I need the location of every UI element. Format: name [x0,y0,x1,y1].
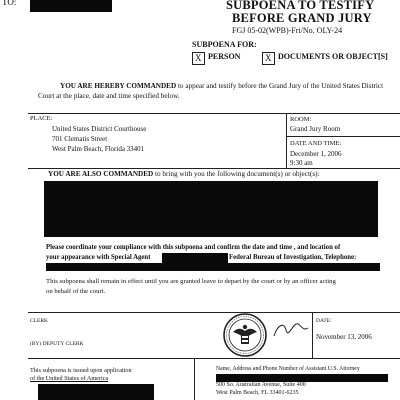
date-time-label: DATE AND TIME: [290,140,342,147]
clerk-divider [312,312,313,358]
footer-divider [194,358,195,400]
place-line3: West Palm Beach, Florida 33401 [52,145,145,153]
commanded-lead: YOU ARE HEREBY COMMANDED [60,82,177,90]
place-box-divider [286,113,287,168]
commanded-line1 [60,82,383,90]
subpoena-title-line1: SUBPOENA TO TESTIFY [226,0,375,12]
documents-checkbox-mark: X [265,53,272,63]
place-label: PLACE: [30,115,53,122]
attorney-address-line1: 500 So. Australian Avenue, Suite 400 [216,382,306,388]
redacted-agent-name [162,253,228,263]
redacted-recipient [30,0,112,12]
remain-line1: This subpoena shall remain in effect until you are granted leave to depart by the court or by an officer acting [46,278,336,285]
redacted-telephone [46,263,380,271]
clerk-signature [272,316,310,342]
issued-line1: This subpoena is issued upon application [30,367,132,374]
coordinate-line2-start: your appearance with Special Agent [46,254,151,261]
deputy-clerk-label: (BY) DEPUTY CLERK [30,341,84,347]
attorney-address-line2: West Palm Beach, FL 33401-6235 [216,390,299,396]
coordinate-line2-end: Federal Bureau of Investigation, Telephone: [229,254,357,261]
issued-line2: of the United States of America [30,375,109,382]
court-seal [222,312,268,358]
clerk-top-rule [28,312,400,313]
place-box-top-rule [28,113,400,114]
room-label: ROOM: [290,116,312,123]
case-number: FGJ 05-02(WPB)-Fri/No. OLY-24 [232,26,343,35]
redacted-issuer [38,384,154,400]
commanded-line1-rest: to appear and testify before the Grand Jury of the United States District [176,82,384,90]
appearance-time: 9:30 am [290,159,313,167]
subpoena-title-line2: BEFORE GRAND JURY [232,11,372,25]
redacted-documents-list [44,181,378,237]
person-label: PERSON [208,52,241,61]
attorney-label: Name, Address and Phone Number of Assistant U.S. Attorney [216,366,360,372]
room-date-rule [286,136,400,137]
remain-line2: on behalf of the court. [46,288,106,295]
person-checkbox-mark: X [195,53,202,63]
documents-label: DOCUMENTS OR OBJECT[S] [278,52,388,61]
issue-date: November 13, 2006 [316,333,372,341]
also-commanded-rest: to bring with you the following document(s) or object(s): [153,170,320,178]
commanded-line2: Court at the place, date and time specified below. [38,92,180,100]
also-commanded-lead: YOU ARE ALSO COMMANDED [48,170,154,178]
appearance-date: December 1, 2006 [290,150,342,158]
also-commanded-line [48,170,320,178]
footer-top-rule [28,358,400,359]
place-line2: 701 Clematis Street [52,135,108,143]
room-value: Grand Jury Room [290,125,341,133]
coordinate-line1: Please coordinate your compliance with this subpoena and confirm the date and time , and location of [46,244,341,251]
date-label: DATE: [316,318,332,324]
place-box-bottom-rule [28,168,400,169]
subpoena-for-label: SUBPOENA FOR: [192,40,257,49]
clerk-label: CLERK [30,318,49,324]
to-label: TO: [2,0,17,7]
redacted-attorney-name [216,374,388,382]
place-line1: United States District Courthouse [52,125,147,133]
